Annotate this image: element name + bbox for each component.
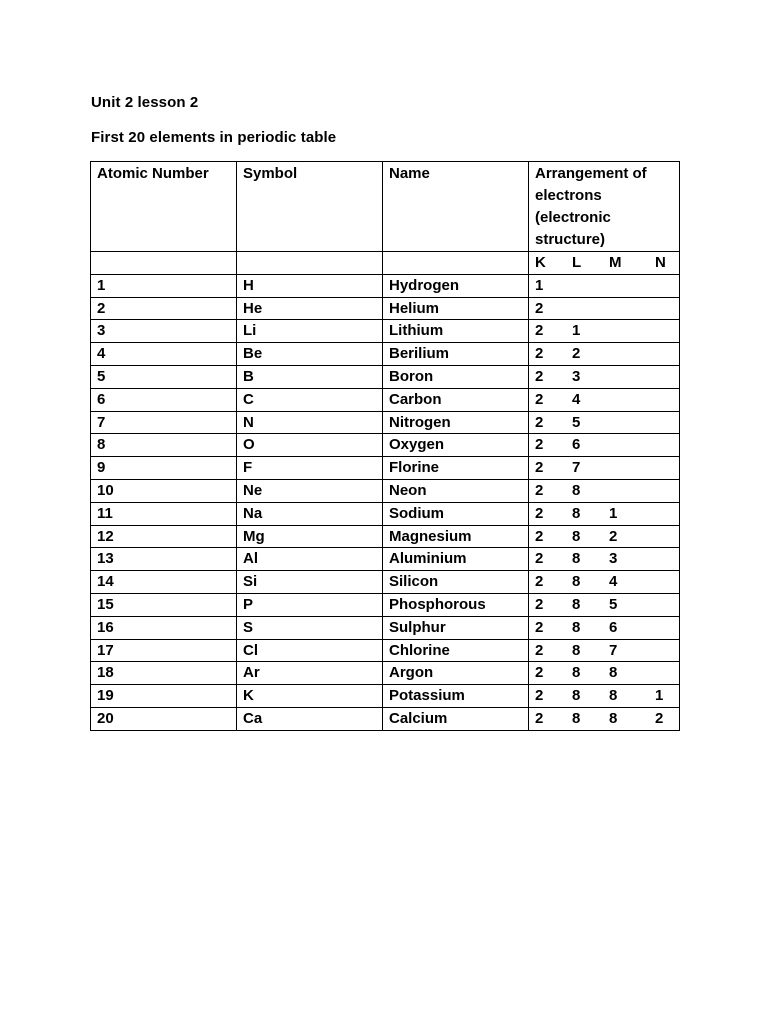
shell-n-value: 2 [655, 709, 664, 727]
shell-label-k: K [535, 254, 546, 271]
element-name-cell: Florine [383, 457, 529, 480]
table-row [91, 274, 680, 297]
symbol-cell: N [237, 411, 383, 434]
arrangement-cell [529, 616, 680, 639]
shell-l-value: 8 [572, 618, 581, 636]
table-row [91, 320, 680, 343]
element-name-cell: Boron [383, 365, 529, 388]
atomic-number-cell: 14 [91, 571, 237, 594]
header-symbol: Symbol [237, 162, 383, 252]
shell-l-value: 8 [572, 550, 581, 568]
shell-l-value: 8 [572, 687, 581, 705]
element-name-cell: Chlorine [383, 639, 529, 662]
arrangement-cell [529, 571, 680, 594]
shell-l-value: 8 [572, 504, 581, 522]
atomic-number-cell: 17 [91, 639, 237, 662]
table-row [91, 571, 680, 594]
shell-label-n: N [655, 254, 666, 271]
lesson-title: Unit 2 lesson 2 [91, 94, 199, 111]
shell-k-value: 2 [535, 595, 544, 613]
symbol-cell: K [237, 685, 383, 708]
element-name-cell: Calcium [383, 707, 529, 730]
table-row [91, 411, 680, 434]
atomic-number-cell: 1 [91, 274, 237, 297]
shell-k-value: 2 [535, 550, 544, 568]
table-row [91, 548, 680, 571]
shell-m-value: 5 [609, 595, 618, 613]
shell-l-value: 8 [572, 595, 581, 613]
shell-m-value: 2 [609, 527, 618, 545]
table-row [91, 685, 680, 708]
atomic-number-cell: 2 [91, 297, 237, 320]
element-name-cell: Phosphorous [383, 593, 529, 616]
arrangement-cell [529, 525, 680, 548]
symbol-cell: Cl [237, 639, 383, 662]
atomic-number-cell: 15 [91, 593, 237, 616]
shell-k-value: 2 [535, 504, 544, 522]
symbol-cell: Mg [237, 525, 383, 548]
elements-table [90, 161, 680, 731]
symbol-cell: O [237, 434, 383, 457]
atomic-number-cell: 9 [91, 457, 237, 480]
arrangement-cell [529, 502, 680, 525]
table-title: First 20 elements in periodic table [91, 129, 337, 146]
arrangement-cell [529, 593, 680, 616]
shell-k-value: 2 [535, 527, 544, 545]
shell-l-value: 4 [572, 390, 581, 408]
header-arrangement: Arrangement of electrons (electronic structure) [529, 162, 680, 252]
table-header-row [91, 162, 680, 252]
shell-n-value: 1 [655, 687, 664, 705]
symbol-cell: C [237, 388, 383, 411]
shell-l-value: 5 [572, 413, 581, 431]
shell-m-value: 3 [609, 550, 618, 568]
atomic-number-cell: 19 [91, 685, 237, 708]
arrangement-cell [529, 411, 680, 434]
table-row [91, 297, 680, 320]
shell-m-value: 8 [609, 687, 618, 705]
shell-l-value: 8 [572, 664, 581, 682]
arrangement-cell [529, 548, 680, 571]
element-name-cell: Sodium [383, 502, 529, 525]
shell-k-value: 2 [535, 664, 544, 682]
empty-cell [383, 252, 529, 275]
shell-k-value: 2 [535, 367, 544, 385]
shell-k-value: 2 [535, 618, 544, 636]
atomic-number-cell: 11 [91, 502, 237, 525]
shell-m-value: 4 [609, 573, 618, 591]
shell-k-value: 2 [535, 345, 544, 363]
shell-k-value: 2 [535, 413, 544, 431]
element-name-cell: Oxygen [383, 434, 529, 457]
shell-k-value: 1 [535, 276, 544, 294]
symbol-cell: Li [237, 320, 383, 343]
element-name-cell: Argon [383, 662, 529, 685]
table-row [91, 457, 680, 480]
table-row [91, 479, 680, 502]
element-name-cell: Silicon [383, 571, 529, 594]
arrangement-cell [529, 639, 680, 662]
arrangement-cell [529, 457, 680, 480]
symbol-cell: He [237, 297, 383, 320]
atomic-number-cell: 6 [91, 388, 237, 411]
atomic-number-cell: 8 [91, 434, 237, 457]
table-row [91, 707, 680, 730]
table-row [91, 639, 680, 662]
arrangement-cell [529, 685, 680, 708]
table-row [91, 434, 680, 457]
atomic-number-cell: 18 [91, 662, 237, 685]
shell-m-value: 1 [609, 504, 618, 522]
atomic-number-cell: 3 [91, 320, 237, 343]
shell-m-value: 7 [609, 641, 618, 659]
atomic-number-cell: 13 [91, 548, 237, 571]
symbol-cell: F [237, 457, 383, 480]
atomic-number-cell: 10 [91, 479, 237, 502]
table-row [91, 388, 680, 411]
arrangement-cell [529, 707, 680, 730]
symbol-cell: H [237, 274, 383, 297]
shell-m-value: 8 [609, 709, 618, 727]
shell-label-m: M [609, 254, 622, 271]
symbol-cell: Ar [237, 662, 383, 685]
arrangement-cell [529, 320, 680, 343]
atomic-number-cell: 5 [91, 365, 237, 388]
element-name-cell: Magnesium [383, 525, 529, 548]
atomic-number-cell: 16 [91, 616, 237, 639]
shell-k-value: 2 [535, 459, 544, 477]
symbol-cell: B [237, 365, 383, 388]
arrangement-cell [529, 297, 680, 320]
shell-k-value: 2 [535, 299, 544, 317]
element-name-cell: Nitrogen [383, 411, 529, 434]
table-row [91, 593, 680, 616]
arrangement-cell [529, 479, 680, 502]
shell-l-value: 8 [572, 527, 581, 545]
atomic-number-cell: 20 [91, 707, 237, 730]
element-name-cell: Carbon [383, 388, 529, 411]
shell-l-value: 2 [572, 345, 581, 363]
shell-l-value: 8 [572, 573, 581, 591]
shell-k-value: 2 [535, 573, 544, 591]
symbol-cell: Ne [237, 479, 383, 502]
shell-m-value: 8 [609, 664, 618, 682]
shell-k-value: 2 [535, 322, 544, 340]
shell-k-value: 2 [535, 709, 544, 727]
arrangement-cell [529, 388, 680, 411]
element-name-cell: Helium [383, 297, 529, 320]
shell-l-value: 8 [572, 641, 581, 659]
shell-m-value: 6 [609, 618, 618, 636]
table-row [91, 365, 680, 388]
empty-cell [91, 252, 237, 275]
arrangement-cell [529, 434, 680, 457]
shell-l-value: 3 [572, 367, 581, 385]
shell-labels-cell [529, 252, 680, 275]
symbol-cell: Na [237, 502, 383, 525]
header-name: Name [383, 162, 529, 252]
element-name-cell: Berilium [383, 343, 529, 366]
table-row [91, 616, 680, 639]
shell-l-value: 6 [572, 436, 581, 454]
shell-k-value: 2 [535, 481, 544, 499]
shell-k-value: 2 [535, 641, 544, 659]
shell-label-l: L [572, 254, 582, 271]
shell-l-value: 8 [572, 709, 581, 727]
element-name-cell: Lithium [383, 320, 529, 343]
symbol-cell: Al [237, 548, 383, 571]
arrangement-cell [529, 343, 680, 366]
element-name-cell: Hydrogen [383, 274, 529, 297]
table-row [91, 502, 680, 525]
arrangement-cell [529, 274, 680, 297]
element-name-cell: Aluminium [383, 548, 529, 571]
shell-l-value: 1 [572, 322, 581, 340]
element-name-cell: Potassium [383, 685, 529, 708]
symbol-cell: Be [237, 343, 383, 366]
table-row [91, 525, 680, 548]
empty-cell [237, 252, 383, 275]
shell-label-row [91, 252, 680, 275]
symbol-cell: P [237, 593, 383, 616]
table-row [91, 343, 680, 366]
arrangement-cell [529, 365, 680, 388]
shell-l-value: 8 [572, 481, 581, 499]
element-name-cell: Neon [383, 479, 529, 502]
atomic-number-cell: 7 [91, 411, 237, 434]
shell-k-value: 2 [535, 687, 544, 705]
shell-l-value: 7 [572, 459, 581, 477]
shell-k-value: 2 [535, 390, 544, 408]
table-row [91, 662, 680, 685]
element-name-cell: Sulphur [383, 616, 529, 639]
symbol-cell: Si [237, 571, 383, 594]
atomic-number-cell: 4 [91, 343, 237, 366]
symbol-cell: Ca [237, 707, 383, 730]
symbol-cell: S [237, 616, 383, 639]
arrangement-cell [529, 662, 680, 685]
shell-k-value: 2 [535, 436, 544, 454]
header-atomic-number: Atomic Number [91, 162, 237, 252]
atomic-number-cell: 12 [91, 525, 237, 548]
